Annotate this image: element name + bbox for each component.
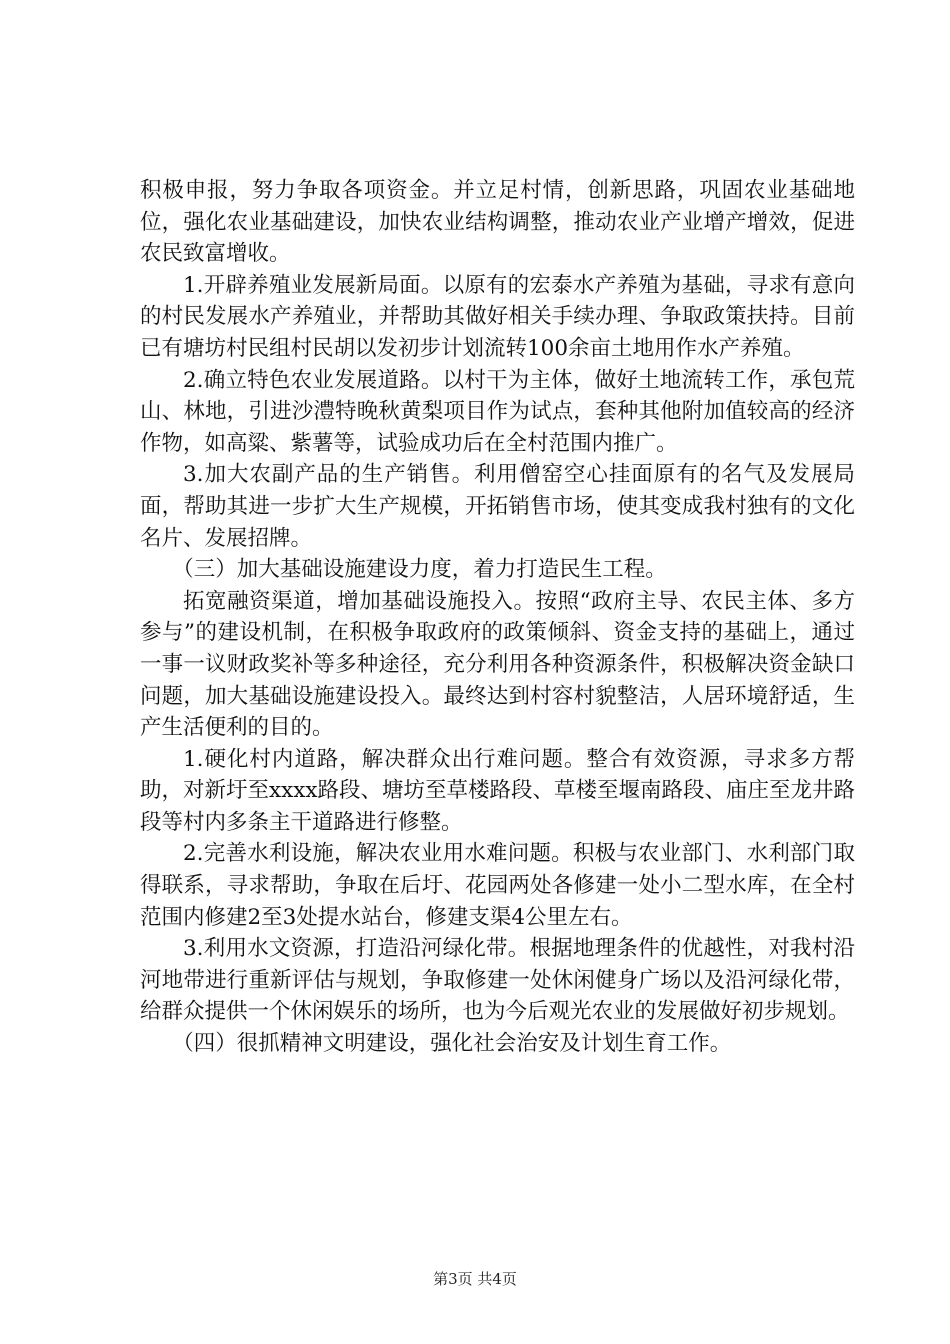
paragraph-riverside-greenbelt: 3.利用水文资源，打造沿河绿化带。根据地理条件的优越性，对我村沿河地带进行重新评估与规划，争取修建一处休闲健身广场以及沿河绿化带，给群众提供一个休闲娱乐的场所，也为今后观光农业的发展做好初步规划。 (140, 936, 855, 1025)
page-number-label: 第3页 共4页 (433, 1270, 517, 1288)
page-footer (0, 1268, 950, 1289)
paragraph-roads: 1.硬化村内道路，解决群众出行难问题。整合有效资源，寻求多方帮助，对新圩至xxxx路段、塘坊至草楼路段、草楼至堰南路段、庙庄至龙井路段等村内多条主干道路进行修整。 (140, 746, 856, 835)
section-heading-infrastructure: （三）加大基础设施建设力度，着力打造民生工程。 (172, 557, 667, 583)
paragraph-specialty-agriculture: 2.确立特色农业发展道路。以村干为主体，做好土地流转工作，承包荒山、林地，引进沙澧特晚秋黄梨项目作为试点，套种其他附加值较高的经济作物，如高粱、紫薯等，试验成功后在全村范围内推广。 (140, 367, 855, 456)
paragraph-aquaculture: 1.开辟养殖业发展新局面。以原有的宏泰水产养殖为基础，寻求有意向的村民发展水产养殖业，并帮助其做好相关手续办理、争取政策扶持。目前已有塘坊村民组村民胡以发初步计划流转100余亩土地用作水产养殖。 (140, 272, 855, 361)
section-heading-civilization: （四）很抓精神文明建设，强化社会治安及计划生育工作。 (172, 1031, 732, 1057)
paragraph-farm-products: 3.加大农副产品的生产销售。利用僧窑空心挂面原有的名气及发展局面，帮助其进一步扩大生产规模，开拓销售市场，使其变成我村独有的文化名片、发展招牌。 (140, 462, 855, 551)
paragraph-funding: 积极申报，努力争取各项资金。并立足村情，创新思路，巩固农业基础地位，强化农业基础建设，加快农业结构调整，推动农业产业增产增效，促进农民致富增收。 (140, 178, 855, 267)
document-body (140, 175, 855, 1060)
paragraph-water-facilities: 2.完善水利设施，解决农业用水难问题。积极与农业部门、水利部门取得联系，寻求帮助，争取在后圩、花园两处各修建一处小二型水库，在全村范围内修建2至3处提水站台，修建支渠4公里左右。 (140, 841, 855, 930)
paragraph-financing: 拓宽融资渠道，增加基础设施投入。按照“政府主导、农民主体、多方参与”的建设机制，在积极争取政府的政策倾斜、资金支持的基础上，通过一事一议财政奖补等多种途径，充分利用各种资源条件，积极解决资金缺口问题，加大基础设施建设投入。最终达到村容村貌整洁，人居环境舒适，生产生活便利的目的。 (140, 588, 855, 741)
